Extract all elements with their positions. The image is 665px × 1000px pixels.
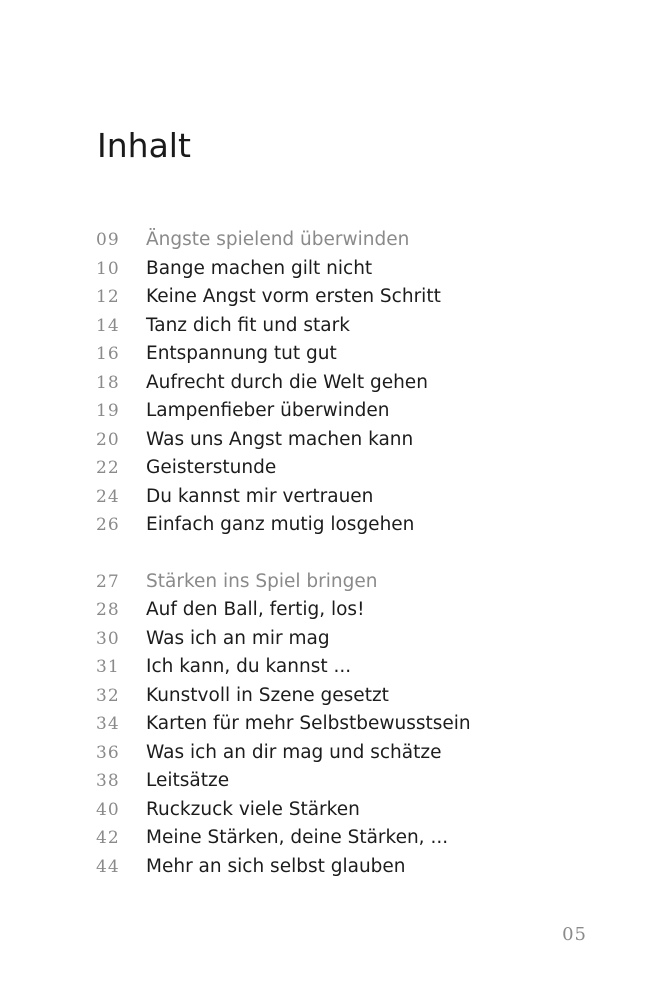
toc-page-number: 18 [96, 372, 120, 393]
toc-entry[interactable] [96, 255, 576, 284]
toc-page-number: 27 [96, 571, 120, 592]
toc-section-heading[interactable] [96, 568, 576, 597]
toc-entry-title: Leitsätze [146, 770, 230, 791]
toc-entry[interactable] [96, 796, 576, 825]
toc-entry-title: Karten für mehr Selbstbewusstsein [146, 713, 471, 734]
toc-page-number: 22 [96, 458, 120, 478]
toc-entry[interactable] [96, 824, 576, 853]
toc-page-number: 14 [96, 315, 120, 336]
toc-section-angst [96, 226, 576, 540]
toc-entry[interactable] [96, 426, 576, 455]
toc-entry[interactable] [96, 283, 576, 312]
toc-entry[interactable] [96, 369, 576, 398]
toc-entry[interactable] [96, 454, 576, 483]
table-of-contents [96, 226, 576, 909]
toc-entry[interactable] [96, 596, 576, 625]
toc-entry-title: Meine Stärken, deine Stärken, ... [146, 827, 449, 848]
toc-entry[interactable] [96, 312, 576, 341]
toc-entry[interactable] [96, 767, 576, 796]
toc-heading-title: Ängste spielend überwinden [146, 229, 410, 250]
toc-entry[interactable] [96, 340, 576, 369]
toc-page-number: 16 [96, 344, 120, 364]
toc-page-number: 30 [96, 628, 120, 649]
toc-section-heading[interactable] [96, 226, 576, 255]
toc-section-staerken [96, 568, 576, 882]
toc-page-number: 34 [96, 714, 120, 734]
toc-entry-title: Lampenfieber überwinden [146, 400, 390, 421]
toc-entry[interactable] [96, 710, 576, 739]
toc-page-number: 26 [96, 515, 120, 535]
toc-entry[interactable] [96, 682, 576, 711]
toc-entry[interactable] [96, 397, 576, 426]
toc-entry-title: Aufrecht durch die Welt gehen [146, 371, 428, 393]
page-number-footer: 05 [562, 924, 587, 945]
toc-entry[interactable] [96, 853, 576, 882]
toc-page-number: 28 [96, 600, 120, 620]
toc-entry[interactable] [96, 625, 576, 654]
toc-entry-title: Ich kann, du kannst ... [146, 656, 352, 677]
toc-page-number: 31 [96, 657, 120, 677]
page-title: Inhalt [97, 126, 191, 165]
toc-entry-title: Mehr an sich selbst glauben [146, 855, 406, 877]
toc-entry-title: Keine Angst vorm ersten Schritt [146, 286, 441, 307]
toc-page-number: 12 [96, 287, 120, 307]
toc-page-number: 19 [96, 401, 120, 421]
toc-entry[interactable] [96, 739, 576, 768]
toc-page-number: 10 [96, 258, 120, 279]
toc-heading-title: Stärken ins Spiel bringen [146, 570, 378, 592]
toc-page-number: 44 [96, 856, 120, 877]
toc-entry-title: Auf den Ball, fertig, los! [146, 599, 365, 620]
toc-page-number: 38 [96, 771, 120, 791]
toc-entry-title: Ruckzuck viele Stärken [146, 798, 360, 820]
toc-entry-title: Geisterstunde [146, 457, 277, 478]
toc-entry-title: Was uns Angst machen kann [146, 428, 414, 450]
toc-entry[interactable] [96, 483, 576, 512]
toc-entry-title: Einfach ganz mutig losgehen [146, 514, 415, 535]
toc-entry-title: Du kannst mir vertrauen [146, 485, 374, 507]
toc-page-number: 42 [96, 828, 120, 848]
toc-entry-title: Entspannung tut gut [146, 343, 337, 364]
toc-page-number: 09 [96, 230, 120, 250]
toc-entry-title: Was ich an mir mag [146, 627, 330, 649]
toc-page-number: 32 [96, 685, 120, 706]
toc-entry[interactable] [96, 653, 576, 682]
toc-page-number: 40 [96, 799, 120, 820]
toc-entry[interactable] [96, 511, 576, 540]
toc-entry-title: Was ich an dir mag und schätze [146, 741, 442, 763]
toc-page-number: 20 [96, 429, 120, 450]
toc-entry-title: Bange machen gilt nicht [146, 257, 373, 279]
toc-entry-title: Tanz dich fit und stark [146, 314, 350, 336]
toc-page-number: 36 [96, 742, 120, 763]
toc-entry-title: Kunstvoll in Szene gesetzt [146, 684, 389, 706]
toc-page-number: 24 [96, 486, 120, 507]
